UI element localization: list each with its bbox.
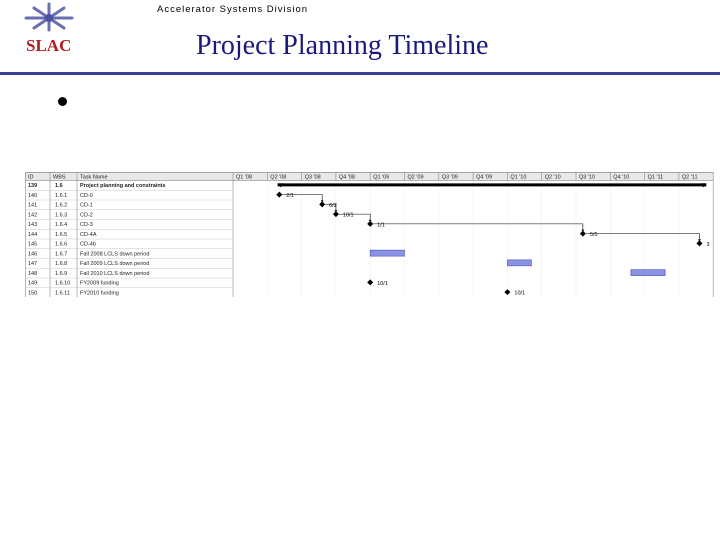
svg-text:SLAC: SLAC bbox=[26, 36, 72, 55]
column-header-wbs: WBS bbox=[53, 174, 66, 181]
page-title: Project Planning Timeline bbox=[196, 30, 489, 61]
task-wbs: 1.6.4 bbox=[55, 222, 68, 228]
milestone-date-label: 6/2 bbox=[329, 202, 337, 209]
task-wbs: 1.6.2 bbox=[55, 202, 68, 209]
milestone-date-label: 10/1 bbox=[514, 290, 526, 297]
milestone-date-label: 2/1 bbox=[286, 193, 294, 200]
task-name: Project planning and constraints bbox=[80, 183, 166, 189]
milestone-date-label: 3 bbox=[706, 241, 710, 248]
quarter-label: Q3 '09 bbox=[441, 174, 458, 181]
quarter-label: Q2 '09 bbox=[407, 174, 424, 181]
column-header-task-name: Task Name bbox=[80, 174, 108, 181]
header-divider bbox=[0, 72, 720, 75]
quarter-label: Q4 '10 bbox=[613, 174, 630, 181]
task-name: CD-0 bbox=[80, 192, 93, 199]
quarter-label: Q2 '10 bbox=[544, 174, 561, 181]
task-id: 146 bbox=[28, 251, 38, 258]
quarter-label: Q1 '11 bbox=[647, 174, 664, 181]
task-name: CD-3 bbox=[80, 222, 93, 228]
task-bar bbox=[370, 250, 404, 256]
task-name: CD-4b bbox=[80, 241, 96, 248]
task-wbs: 1.6.5 bbox=[55, 231, 68, 238]
task-id: 142 bbox=[28, 212, 38, 219]
milestone-date-label: 5/5 bbox=[589, 232, 598, 239]
task-wbs: 1.6.7 bbox=[55, 251, 68, 258]
summary-bar bbox=[278, 183, 707, 186]
task-id: 140 bbox=[28, 192, 38, 199]
slac-logo bbox=[14, 0, 84, 62]
task-name: Fall 2009 LCLS down period bbox=[80, 261, 150, 267]
task-wbs: 1.6.11 bbox=[55, 290, 70, 297]
milestone-date-label: 10/1 bbox=[377, 280, 388, 287]
task-wbs: 1.6 bbox=[55, 183, 63, 189]
task-name: Fall 2010 LCLS down period bbox=[80, 270, 150, 277]
task-wbs: 1.6.1 bbox=[55, 192, 68, 199]
milestone-date-label: 1/1 bbox=[377, 222, 385, 229]
task-name: CD-4A bbox=[80, 231, 97, 238]
task-name: FY2010 funding bbox=[80, 290, 119, 297]
task-bar bbox=[507, 260, 531, 266]
task-id: 147 bbox=[28, 261, 38, 267]
task-id: 139 bbox=[28, 183, 38, 189]
quarter-label: Q1 '08 bbox=[236, 174, 253, 181]
task-id: 141 bbox=[28, 202, 38, 209]
quarter-label: Q1 '10 bbox=[510, 174, 527, 181]
task-name: CD-2 bbox=[80, 212, 93, 219]
quarter-label: Q2 '11 bbox=[681, 174, 698, 181]
task-id: 148 bbox=[28, 270, 38, 277]
task-id: 149 bbox=[28, 280, 38, 287]
task-id: 150 bbox=[28, 290, 38, 297]
gantt-chart bbox=[25, 172, 720, 297]
task-id: 143 bbox=[28, 222, 38, 228]
column-header-id: ID bbox=[28, 174, 34, 181]
task-name: Fall 2008 LCLS down period bbox=[80, 251, 150, 258]
task-wbs: 1.6.10 bbox=[55, 280, 71, 287]
task-name: CD-1 bbox=[80, 202, 93, 209]
task-wbs: 1.6.3 bbox=[55, 212, 68, 219]
division-name: Accelerator Systems Division bbox=[157, 4, 309, 15]
quarter-label: Q3 '10 bbox=[579, 174, 596, 181]
quarter-label: Q3 '08 bbox=[304, 174, 321, 181]
quarter-label: Q2 '08 bbox=[270, 174, 287, 181]
task-wbs: 1.6.9 bbox=[55, 270, 68, 277]
task-id: 145 bbox=[28, 241, 38, 248]
quarter-label: Q1 '09 bbox=[373, 174, 390, 181]
milestone-date-label: 10/1 bbox=[342, 212, 354, 219]
task-bar bbox=[631, 270, 665, 276]
bullet-icon bbox=[58, 97, 67, 106]
task-id: 144 bbox=[28, 231, 38, 238]
quarter-label: Q4 '09 bbox=[476, 174, 493, 181]
gantt-frame bbox=[26, 173, 714, 298]
task-name: FY2009 funding bbox=[80, 280, 119, 287]
task-wbs: 1.6.6 bbox=[55, 241, 68, 248]
task-wbs: 1.6.8 bbox=[55, 261, 68, 267]
quarter-label: Q4 '08 bbox=[338, 174, 355, 181]
